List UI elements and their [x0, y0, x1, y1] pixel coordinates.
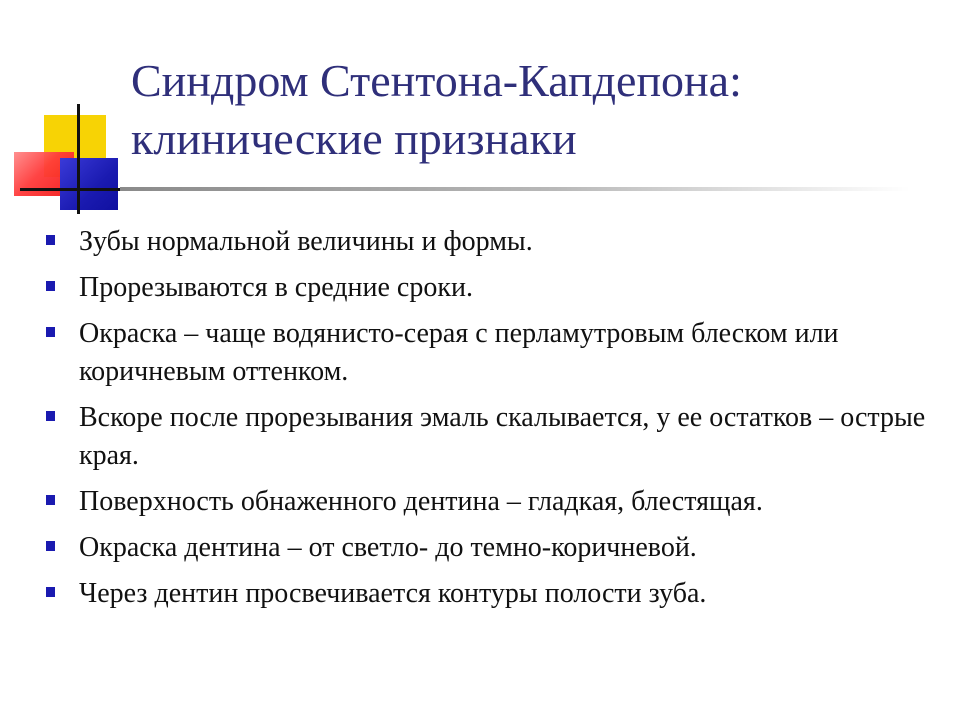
bullet-list — [46, 223, 926, 621]
decorative-logo — [0, 0, 140, 220]
bullet-item — [46, 269, 926, 307]
square-bullet-icon — [46, 587, 55, 597]
title-line-1: Синдром Стентона-Капдепона: — [131, 55, 742, 106]
bullet-text: Прорезываются в средние сроки. — [79, 272, 473, 303]
bullet-text: Зубы нормальной величины и формы. — [79, 226, 533, 257]
bullet-text: Окраска – чаще водянисто-серая с перламутровым блеском или коричневым оттенком. — [79, 318, 839, 387]
bullet-item — [46, 575, 926, 613]
title-underline — [120, 187, 910, 191]
bullet-item — [46, 529, 926, 567]
bullet-item — [46, 399, 926, 475]
square-bullet-icon — [46, 411, 55, 421]
vertical-line — [77, 104, 80, 214]
bullet-item — [46, 315, 926, 391]
square-bullet-icon — [46, 541, 55, 551]
bullet-text: Поверхность обнаженного дентина – гладкая, блестящая. — [79, 486, 763, 517]
horizontal-line — [20, 188, 120, 191]
square-bullet-icon — [46, 495, 55, 505]
bullet-item — [46, 223, 926, 261]
bullet-text: Вскоре после прорезывания эмаль скалывается, у ее остатков – острые края. — [79, 402, 926, 471]
title-line-2: клинические признаки — [131, 113, 577, 164]
bullet-text: Окраска дентина – от светло- до темно-коричневой. — [79, 532, 697, 563]
bullet-item — [46, 483, 926, 521]
square-bullet-icon — [46, 327, 55, 337]
slide-title — [131, 52, 931, 168]
bullet-text: Через дентин просвечивается контуры полости зуба. — [79, 578, 707, 609]
square-bullet-icon — [46, 235, 55, 245]
blue-square — [60, 158, 118, 210]
square-bullet-icon — [46, 281, 55, 291]
